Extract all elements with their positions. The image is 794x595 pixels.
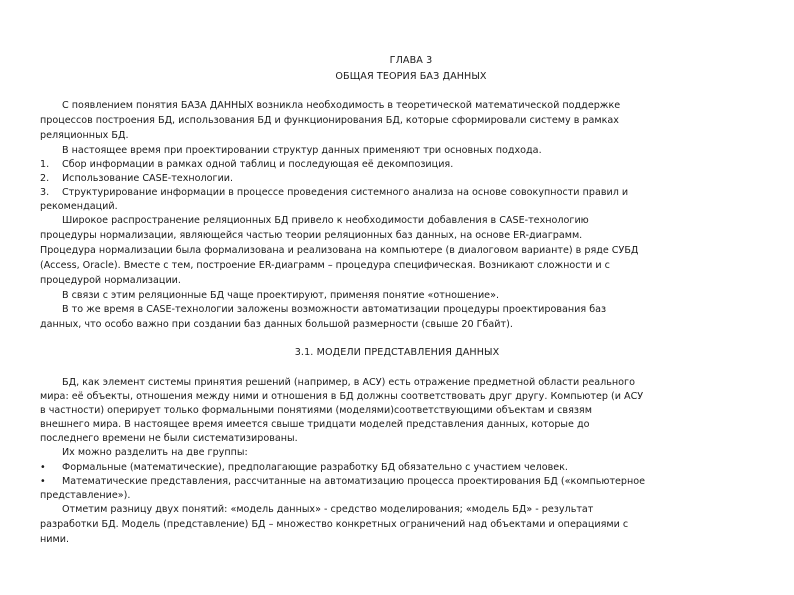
list-number: 2.: [40, 173, 50, 184]
paragraph-line: мира: её объекты, отношения между ними и отношения в БД должны соответствовать друг другу. Компьютер (и АСУ: [40, 391, 644, 402]
paragraph-line: ними.: [40, 534, 70, 545]
list-item: представление»).: [40, 490, 131, 501]
section-title: 3.1. МОДЕЛИ ПРЕДСТАВЛЕНИЯ ДАННЫХ: [294, 347, 500, 358]
paragraph-line: Широкое распространение реляционных БД привело к необходимости добавления в CASE-технологию: [62, 215, 589, 226]
paragraph-line: Их можно разделить на две группы:: [62, 447, 248, 458]
list-item: Сбор информации в рамках одной таблиц и последующая её декомпозиция.: [62, 159, 454, 170]
paragraph-line: внешнего мира. В настоящее время имеется свыше тридцати моделей представления данных, которые до: [40, 419, 590, 430]
paragraph-line: В настоящее время при проектировании структур данных применяют три основных подхода.: [62, 145, 542, 156]
paragraph-line: в частности) оперирует только формальными понятиями (моделями)соответствующими объектам и связям: [40, 405, 592, 416]
paragraph-line: Отметим разницу двух понятий: «модель данных» - средство моделирования; «модель БД» - результат: [62, 504, 594, 515]
paragraph-line: БД, как элемент системы принятия решений (например, в АСУ) есть отражение предметной области реального: [62, 377, 635, 388]
paragraph-line: (Access, Oracle). Вместе с тем, построение ER-диаграмм – процедура специфическая. Возникают сложности и с: [40, 260, 610, 271]
list-item: рекомендаций.: [40, 201, 118, 212]
list-number: 1.: [40, 159, 50, 170]
paragraph-line: процедуры нормализации, являющейся частью теории реляционных баз данных, на основе ER-диаграмм.: [40, 230, 583, 241]
paragraph-line: данных, что особо важно при создании баз данных большой размерности (свыше 20 Гбайт).: [40, 319, 513, 330]
bullet-icon: •: [40, 462, 46, 473]
list-item: Формальные (математические), предполагающие разработку БД обязательно с участием человек.: [62, 462, 568, 473]
paragraph-line: Процедура нормализации была формализована и реализована на компьютере (в диалоговом варианте) в ряде СУБД: [40, 245, 639, 256]
list-item: Использование CASE-технологии.: [62, 173, 234, 184]
paragraph-line: С появлением понятия БАЗА ДАННЫХ возникла необходимость в теоретической математической поддержке: [62, 100, 621, 111]
paragraph-line: В то же время в CASE-технологии заложены возможности автоматизации процедуры проектирования баз: [62, 304, 607, 315]
bullet-icon: •: [40, 476, 46, 487]
paragraph-line: реляционных БД.: [40, 130, 129, 141]
paragraph-line: В связи с этим реляционные БД чаще проектируют, применяя понятие «отношение».: [62, 290, 500, 301]
list-item: Математические представления, рассчитанные на автоматизацию процесса проектирования БД («компьютерное: [62, 476, 646, 487]
list-number: 3.: [40, 187, 50, 198]
chapter-number: ГЛАВА 3: [389, 55, 433, 66]
chapter-title: ОБЩАЯ ТЕОРИЯ БАЗ ДАННЫХ: [335, 71, 487, 82]
paragraph-line: последнего времени не были систематизированы.: [40, 433, 298, 444]
paragraph-line: процедурой нормализации.: [40, 275, 181, 286]
paragraph-line: процессов построения БД, использования БД и функционирования БД, которые сформировали систему в рамках: [40, 115, 619, 126]
paragraph-line: разработки БД. Модель (представление) БД – множество конкретных ограничений над объектами и операциями с: [40, 519, 629, 530]
list-item: Структурирование информации в процессе проведения системного анализа на основе совокупности правил и: [62, 187, 629, 198]
